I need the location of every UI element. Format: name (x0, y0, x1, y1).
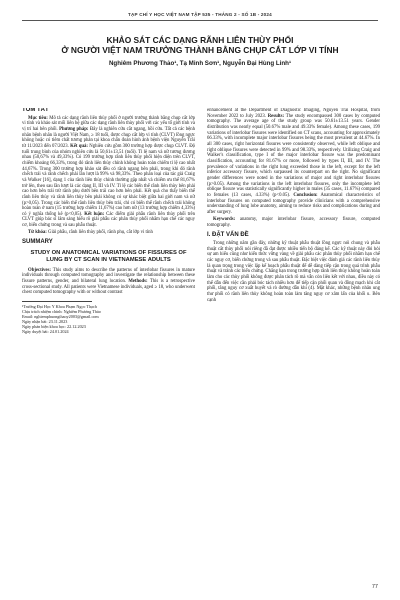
left-column (22, 108, 195, 580)
vn-abstract-paragraph: Mục tiêu: Mô tả các dạng rãnh liên thùy phổi ở người trưởng thành bằng chụp cắt lớp vi tính và khảo sát mối liên hệ giữa các dạng rãnh liên thùy phổi với các yếu tố giới tính và vị trí hai bên phổi. Phương pháp: Đây là nghiên cứu cắt ngang, hồi cứu. Tất cả các bệnh nhân bệnh nhân là người Việt Nam, ≥ 18 tuổi, được chụp cắt lớp vi tính (CLVT) lồng ngực không hoặc có tiêm chất tương phản tại khoa chẩn đoán hình ảnh bệnh viện Nguyễn Trãi từ 11/2023 đến 07/2023. Kết quả: Nghiên cứu gồm 300 trường hợp được chụp CLVT. Độ tuổi trung bình của nhóm nghiên cứu là 50,61±13,51 (tuổi). Tỉ lệ nam và nữ tương đương nhau (50,67% và 49,33%). Có 199 trường hợp rãnh liên thùy phổi hiện diện trên CLVT, chiếm khoảng 66,33%, trong đó rãnh liên thùy chính không hoàn toàn chiếm tỉ lệ cao nhất 44,67%. Trong 300 trường hợp khảo sát đều có rãnh ngang bên phải, trong khi đó rãnh chếch trái và rãnh chếch phải lần lượt là 99% và 98,33%. Theo phân loại của tác giả Craig và Walker [16], dạng 1 của rãnh liên thùy chính thường gặp nhất và chiếm ưu thế 81,67% trở lên, theo sau lần lượt là các dạng II, III và IV. Tỉ lệ các biến thể rãnh liên thùy bên phải cao hơn bên trái trừ rãnh phụ dưới bên trái cao hơn bên phải. Kết quả cho thấy biến thể rãnh liên thùy và rãnh liên thùy bên phải không có sự khác biệt giữa hai giới nam và nữ (p>0,05). Trong các biến thể rãnh liên thùy bên trái, chỉ có biến thể rãnh chếch trái không hoàn toàn ở nam (15 trường hợp chiếm 11,67%) cao hơn nữ (13 trường hợp chiếm 4,33%) có ý nghĩa thống kê (p<0,05). Kết luận: Các điểm giải phẫu rãnh liên thùy phổi trên CLVT giúp bác sĩ lâm sàng hiểu rõ giải phẫu các phân thùy phổi nhằm hạn chế các nguy cơ, biến chứng trong và sau phẫu thuật. (22, 115, 195, 229)
title-line-2: Ở NGƯỜI VIỆT NAM TRƯỞNG THÀNH BẰNG CHỤP CẮT LỚP VI TÍNH (61, 45, 339, 56)
introduction-paragraph: Trong những năm gần đây, những kỹ thuật phẫu thuật lồng ngực nói chung và phẫu thuật cắt thùy phổi nói riêng đã đạt được nhiều tiến bộ đáng kể. Các kỹ thuật này đòi hỏi sự am hiểu cũng như kiến thức vững vàng về giải phẫu các phân thùy phổi nhằm hạn chế các nguy cơ, biến chứng trong và sau phẫu thuật. Đặc biệt việc đánh giá các rãnh liên thùy là quan trọng trong việc lập kế hoạch phẫu thuật để dễ dàng tiếp cận trong quá trình phẫu thuật và tránh các biến chứng. Chẳng hạn trong trường hợp rãnh liên thùy không hoàn toàn làm cho các thùy phổi không được phân tách rõ mà vẫn còn liên kết với nhau, điều này có thể dẫn đến việc cần phải bóc tách nhiều hơn để tiếp cận phổi quan và đồng mạch khi cắt phổi, tăng nguy cơ xuất huyết và rò đường dẫn khí (4). Mặt khác, những bệnh nhân ung thư phổi có rãnh liên thùy không hoàn toàn làm tăng nguy cơ xâm lấn của khối u. Bên cạnh (207, 240, 380, 303)
article-title (22, 35, 378, 55)
footnote-accepted: Ngày duyệt bài: 24.01.2024 (22, 329, 69, 335)
author-list: Nghiêm Phương Thảo¹, Tạ Minh Sơn¹, Nguyễn Đại Hùng Linh¹ (108, 60, 292, 68)
en-abstract-heading: SUMMARY (22, 238, 53, 245)
vn-abstract (22, 116, 195, 236)
introduction-heading: I. ĐẶT VẤN ĐỀ (207, 232, 249, 239)
vn-keywords: Từ khóa: Giải phẫu, rãnh liên thùy phổi, rãnh phụ, cắt lớp vi tính (28, 230, 153, 236)
en-keywords: Keywords: anatomy, major interlobar fissure, accessory fissure, computed tomography. (207, 216, 380, 228)
running-head: TẠP CHÍ Y HỌC VIỆT NAM TẬP 535 - THÁNG 2 - SỐ 1B - 2024 (128, 12, 272, 17)
vn-abstract-heading: TÓM TẮT (22, 108, 49, 113)
two-column-body (22, 108, 380, 580)
footnote-received: Ngày nhận bài: 23.11.2023 (22, 319, 68, 325)
right-column (207, 108, 380, 580)
footnote-rule (22, 301, 92, 302)
english-title: STUDY ON ANATOMICAL VARIATIONS OF FISSURES OF LUNG BY CT SCAN IN VIETNAMESE ADULTS (30, 249, 187, 263)
page-number: 77 (371, 584, 378, 590)
footnote-reviewed: Ngày phản biện khoa học: 22.12.2023 (22, 324, 86, 330)
title-line-1: KHẢO SÁT CÁC DẠNG RÃNH LIÊN THÙY PHỔI (106, 35, 294, 45)
en-abstract-continued: enhancement at the Department of Diagnostic Imaging, Nguyen Trai Hospital, from November 2022 to July 2023. Results: The study encompassed 300 cases by computed tomography. The average age of the study group was 50.61±13.51 years. Gender distribution was nearly equal (50.67% male and 49.33% female). Among these cases, 199 variations of interlobar fissures were identified on CT scans, accounting for approximately 66.33%, with incomplete major interlobar fissures being the most prevalent at 44.67%. In all 300 cases, right horizontal fissures were consistently observed, while left oblique and right oblique fissures were detected in 99% and 98.33%, respectively. Utilizing Craig and Walker's classification, type I of the major interlobar fissure was the predominant classification, accounting for 81.67% or more, followed by types II, III, and IV. The prevalence of variations in the right lung exceeded those in the left, except for the left inferior accessory fissure, which surpassed its counterpart on the right. No significant gender differences were noted in the variations of major and right interlobar fissures (p>0.05). Among the variations in the left interlobar fissures, only the incomplete left oblique fissure was statistically significantly higher in males (35 cases, 11.67%) compared to females (13 cases, 4.33%) (p<0.05). Conclusion: Anatomical characteristics of interlobar fissures on computed tomography provide clinicians with a comprehensive understanding of lung lobe anatomy, aiming to reduce risks and complications during and after surgery. (207, 108, 380, 215)
footnote-affiliation: ¹Trường Đại Học Y Khoa Phạm Ngọc Thạch (22, 303, 97, 309)
header-rule (22, 20, 378, 21)
footnote-corresponding: Chịu trách nhiệm chính: Nghiêm Phương Thảo (22, 308, 101, 314)
en-abstract-paragraph: Objectives: This study aims to describe the patterns of interlobar fissures in mature individuals through computed tomography and investigate the relationship between these fissure patterns, gender, and bilateral lung location. Methods: This is a retrospective cross-sectional study. All patients were Vietnamese individuals, aged ≥ 18, who underwent chest computed tomography with or without contrast (22, 267, 195, 296)
footnote-email: Email: nghiemphuongthaoy2003@gmail.com (22, 314, 99, 320)
footnotes (22, 304, 195, 335)
